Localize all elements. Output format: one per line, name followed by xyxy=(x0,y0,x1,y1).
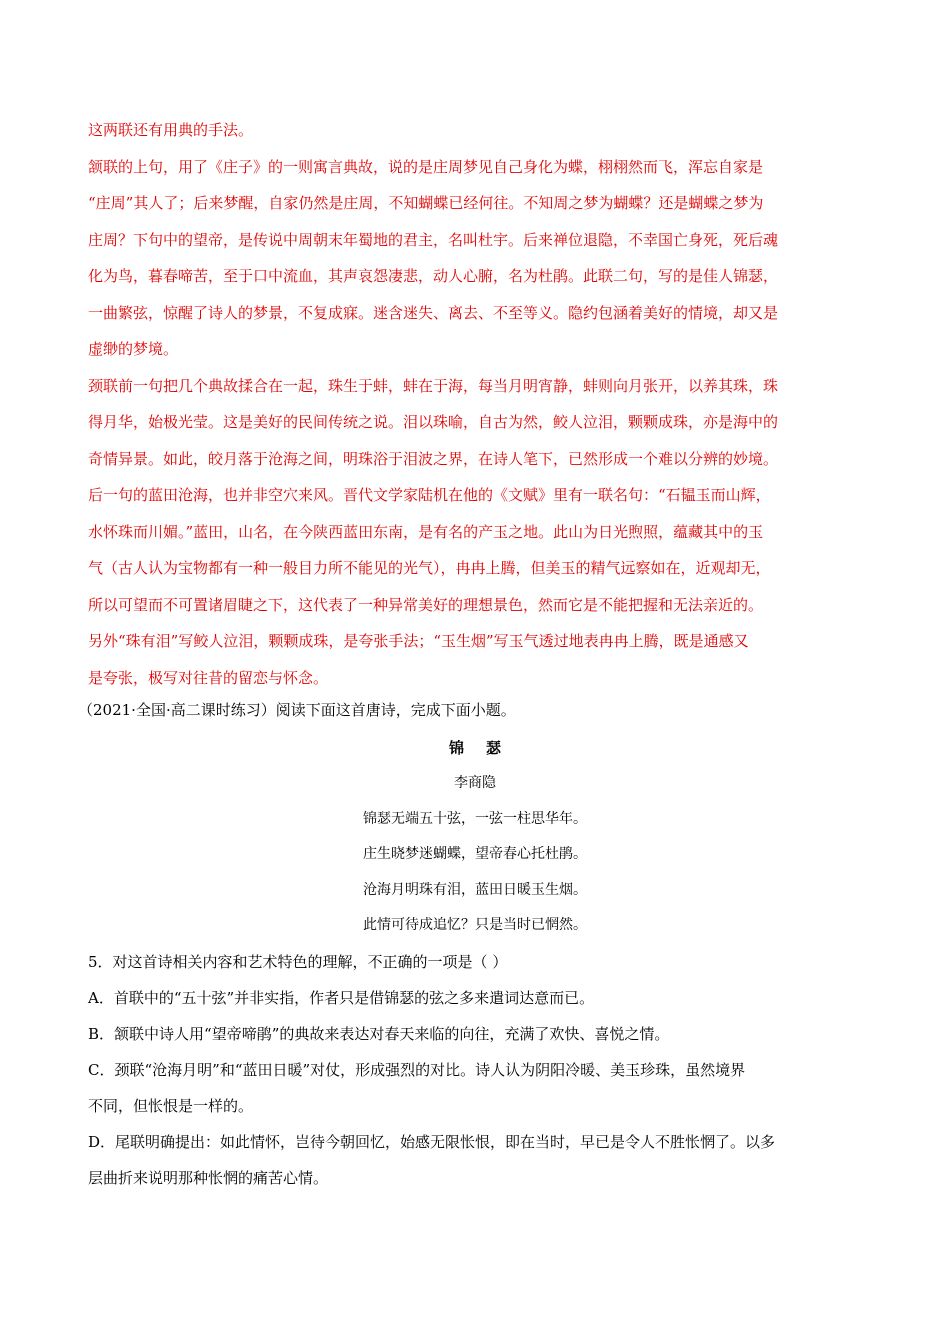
answer-line: 奇情异景。如此，皎月落于沧海之间，明珠浴于泪波之界，在诗人笔下，已然形成一个难以分辨的妙境。 xyxy=(88,449,779,468)
option-b: B．颔联中诗人用“望帝啼鹃”的典故来表达对春天来临的向往，充满了欢快、喜悦之情。 xyxy=(88,1024,670,1043)
answer-line: 是夸张，极写对往昔的留恋与怀念。 xyxy=(88,668,329,687)
question-source: （2021·全国·高二课时练习）阅读下面这首唐诗，完成下面小题。 xyxy=(78,701,516,719)
option-d-continued: 层曲折来说明那种怅惘的痛苦心情。 xyxy=(88,1168,329,1187)
option-c-continued: 不同，但怅恨是一样的。 xyxy=(88,1096,254,1115)
poem-line: 此情可待成追忆？只是当时已惘然。 xyxy=(363,917,587,933)
answer-line: 水怀珠而川媚。”蓝田，山名，在今陕西蓝田东南，是有名的产玉之地。此山为日光煦照，蕴藏其中的玉 xyxy=(88,522,764,541)
answer-line: 一曲繁弦，惊醒了诗人的梦景，不复成寐。迷含迷失、离去、不至等义。隐约包涵着美好的情境，却又是 xyxy=(88,303,779,322)
answer-line: “庄周”其人了；后来梦醒，自家仍然是庄周，不知蝴蝶已经何往。不知周之梦为蝴蝶？还是蝴蝶之梦为 xyxy=(88,194,764,212)
question-5 xyxy=(88,944,862,1196)
answer-line: 庄周？下句中的望帝，是传说中周朝末年蜀地的君主，名叫杜宇。后来禅位退隐，不幸国亡身死，死后魂 xyxy=(88,230,779,249)
answer-line: 气（古人认为宝物都有一种一般目力所不能见的光气），冉冉上腾，但美玉的精气远察如在，近观却无， xyxy=(88,559,771,577)
poem-line: 庄生晓梦迷蝴蝶，望帝春心托杜鹃。 xyxy=(363,846,587,862)
poem-line: 锦瑟无端五十弦，一弦一柱思华年。 xyxy=(363,810,587,827)
option-a: A．首联中的“五十弦”并非实指，作者只是借锦瑟的弦之多来遣词达意而已。 xyxy=(88,988,595,1007)
poem xyxy=(88,730,862,944)
answer-line: 颈联前一句把几个典故揉合在一起，珠生于蚌，蚌在于海，每当月明宵静，蚌则向月张开，以养其珠，珠 xyxy=(88,376,779,395)
option-c: C．颈联“沧海月明”和“蓝田日暖”对仗，形成强烈的对比。诗人认为阴阳冷暖、美玉珍珠，虽然境界 xyxy=(88,1060,746,1079)
poem-title: 锦瑟 xyxy=(448,739,523,757)
question-stem: 5．对这首诗相关内容和艺术特色的理解，不正确的一项是（ ） xyxy=(88,952,508,971)
option-d: D．尾联明确提出：如此情怀，岂待今朝回忆，始感无限怅恨，即在当时，早已是令人不胜怅惘了。以多 xyxy=(88,1132,776,1151)
poem-line: 沧海月明珠有泪，蓝田日暖玉生烟。 xyxy=(363,881,587,898)
answer-line: 化为鸟，暮春啼苦，至于口中流血，其声哀怨凄悲，动人心腑，名为杜鹃。此联二句，写的是佳人锦瑟， xyxy=(88,267,779,285)
answer-line: 颔联的上句，用了《庄子》的一则寓言典故，说的是庄周梦见自己身化为蝶，栩栩然而飞，浑忘自家是 xyxy=(88,157,764,176)
answer-line: 另外“珠有泪”写鲛人泣泪，颗颗成珠，是夸张手法；“玉生烟”写玉气透过地表冉冉上腾，既是通感又 xyxy=(88,632,749,650)
answer-line: 得月华，始极光莹。这是美好的民间传统之说。泪以珠喻，自古为然，鲛人泣泪，颗颗成珠，亦是海中的 xyxy=(88,413,779,431)
answer-line: 后一句的蓝田沧海，也并非空穴来风。晋代文学家陆机在他的《文赋》里有一联名句：“石韫玉而山辉， xyxy=(88,486,771,504)
answer-line: 这两联还有用典的手法。 xyxy=(88,121,254,139)
poem-author: 李商隐 xyxy=(454,775,496,791)
answer-analysis xyxy=(88,112,862,696)
answer-line: 所以可望而不可置诸眉睫之下，这代表了一种异常美好的理想景色，然而它是不能把握和无法亲近的。 xyxy=(88,595,764,614)
document-page xyxy=(78,112,862,1196)
answer-line: 虚缈的梦境。 xyxy=(88,340,179,358)
